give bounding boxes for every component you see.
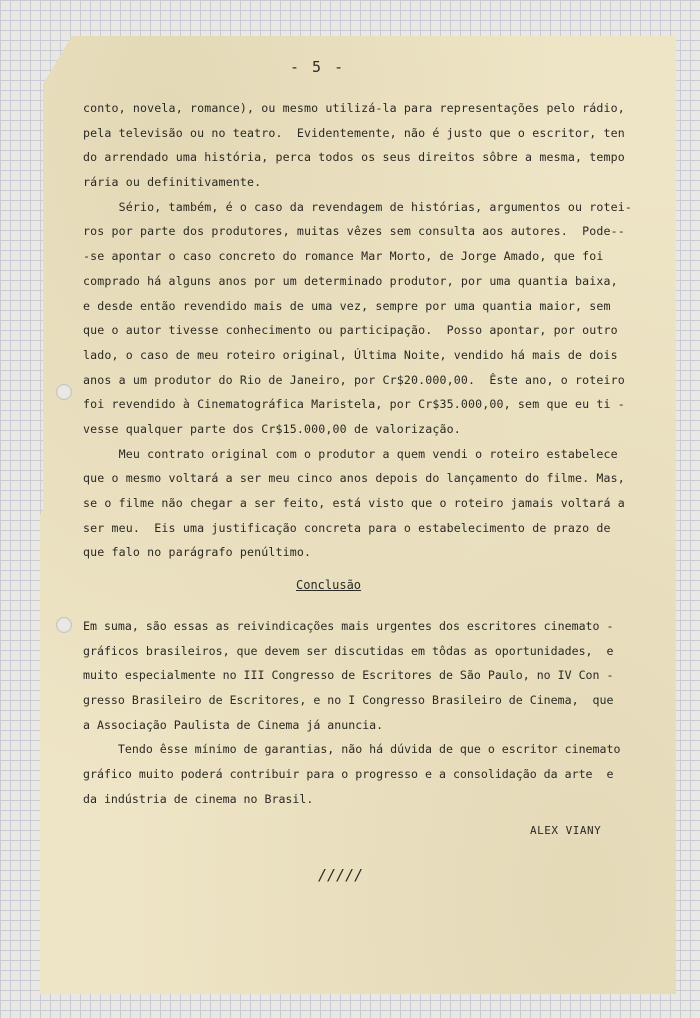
text-line: gresso Brasileiro de Escritores, e no I Congresso Brasileiro de Cinema, que — [83, 693, 614, 708]
text-line: conto, novela, romance), ou mesmo utilizá-la para representações pelo rádio, — [83, 101, 625, 115]
text-line: comprado há alguns anos por um determinado produtor, por uma quantia baixa, — [83, 273, 618, 288]
text-line: gráfico muito poderá contribuir para o progresso e a consolidação da arte e — [83, 767, 614, 782]
author-signature: ALEX VIANY — [530, 824, 602, 837]
conclusion-text — [83, 614, 653, 812]
text-line: Meu contrato original com o produtor a quem vendi o roteiro estabelece — [83, 446, 618, 461]
section-title: Conclusão — [296, 578, 362, 592]
text-line: que o autor tivesse conhecimento ou participação. Posso apontar, por outro — [83, 323, 618, 338]
body-text — [83, 96, 653, 565]
text-line: anos a um produtor do Rio de Janeiro, por Cr$20.000,00. Êste ano, o roteiro — [83, 372, 625, 387]
page-number: - 5 - — [290, 58, 346, 76]
text-line: e desde então revendido mais de uma vez, sempre por uma quantia maior, sem — [83, 298, 611, 313]
text-line: Em suma, são essas as reivindicações mais urgentes dos escritores cinemato - — [83, 619, 614, 633]
text-line: do arrendado uma história, perca todos os seus direitos sôbre a mesma, tempo — [83, 150, 625, 165]
text-line: pela televisão ou no teatro. Evidentemente, não é justo que o escritor, ten — [83, 125, 625, 140]
end-mark: ///// — [318, 866, 364, 884]
text-line: Tendo êsse mínimo de garantias, não há dúvida de que o escritor cinemato — [83, 742, 621, 757]
text-line: gráficos brasileiros, que devem ser discutidas em tôdas as oportunidades, e — [83, 643, 614, 658]
text-line: ros por parte dos produtores, muitas vêzes sem consulta aos autores. Pode-- — [83, 224, 625, 239]
text-line: Sério, também, é o caso da revendagem de histórias, argumentos ou rotei- — [83, 199, 633, 214]
text-line: se o filme não chegar a ser feito, está visto que o roteiro jamais voltará a — [83, 496, 625, 510]
text-line: vesse qualquer parte dos Cr$15.000,00 de valorização. — [83, 421, 461, 436]
text-line: que falo no parágrafo penúltimo. — [83, 545, 312, 560]
text-line: ser meu. Eis uma justificação concreta para o estabelecimento de prazo de — [83, 520, 611, 535]
text-line: foi revendido à Cinematográfica Maristela, por Cr$35.000,00, sem que eu ti - — [83, 397, 625, 412]
punch-hole — [56, 617, 72, 633]
text-line: rária ou definitivamente. — [83, 175, 262, 190]
text-line: a Associação Paulista de Cinema já anuncia. — [83, 717, 384, 732]
punch-hole — [56, 384, 72, 400]
text-line: muito especialmente no III Congresso de Escritores de São Paulo, no IV Con - — [83, 668, 614, 683]
text-line: -se apontar o caso concreto do romance Mar Morto, de Jorge Amado, que foi — [83, 249, 604, 264]
text-line: da indústria de cinema no Brasil. — [83, 791, 314, 806]
text-line: lado, o caso de meu roteiro original, Última Noite, vendido há mais de dois — [83, 347, 618, 362]
text-line: que o mesmo voltará a ser meu cinco anos depois do lançamento do filme. Mas, — [83, 471, 625, 486]
